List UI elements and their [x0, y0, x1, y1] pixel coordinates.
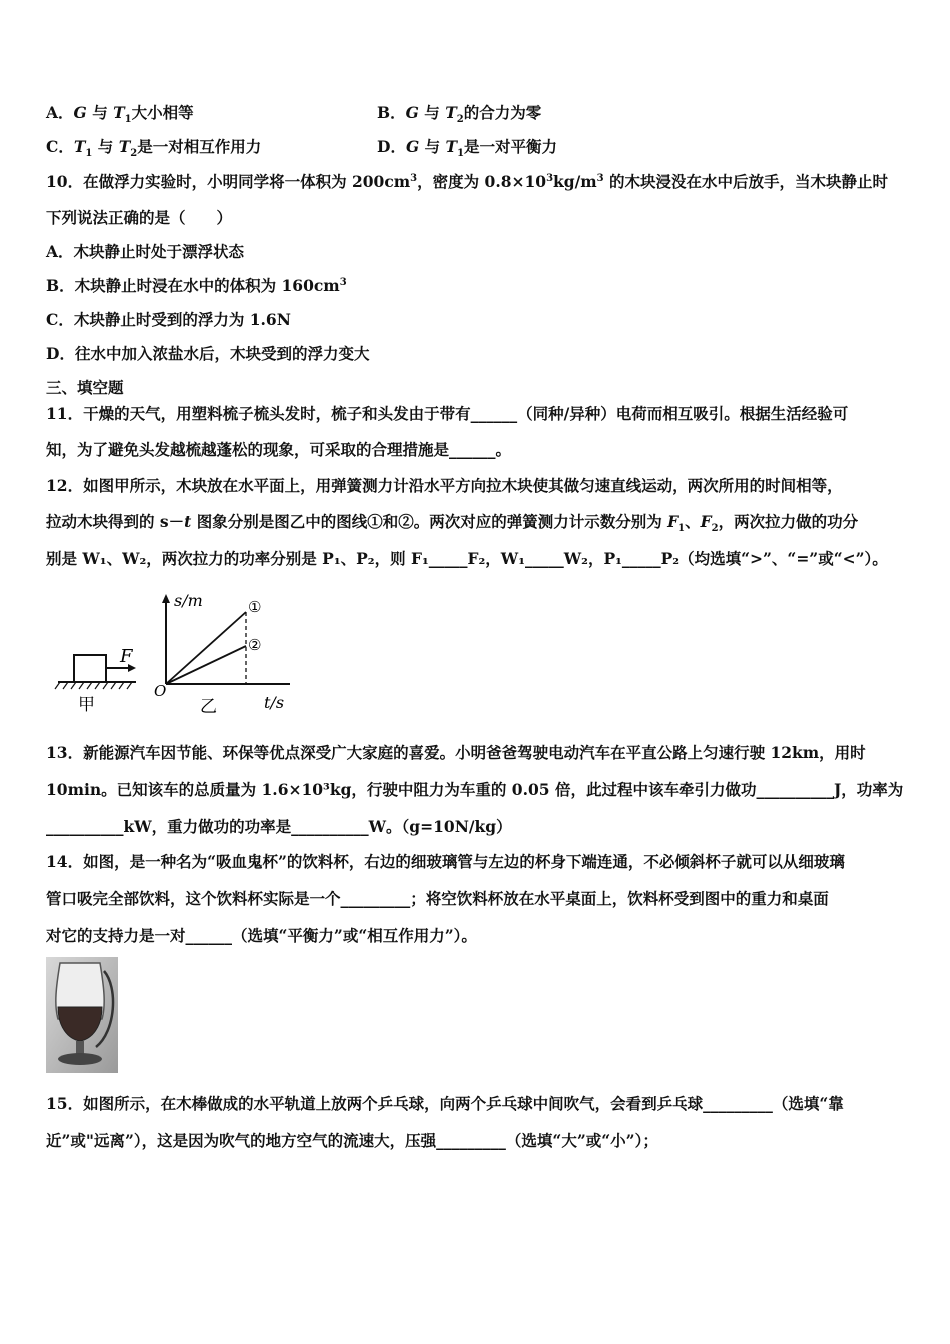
q11-line2: 知，为了避免头发越梳越蓬松的现象，可采取的合理措施是______。	[46, 440, 512, 459]
caption-yi: 乙	[200, 697, 217, 717]
graph-line-2	[166, 646, 246, 684]
q9-option-c: C．$T_1$ 与 $T_2$是一对相互作用力	[46, 137, 262, 160]
q14-line2: 管口吸完全部饮料，这个饮料杯实际是一个_________；将空饮料杯放在水平桌面上，饮料杯受到图中的重力和桌面	[46, 889, 829, 908]
q9-option-a: A．G 与 $T_1$大小相等	[46, 103, 194, 126]
x-axis-label: t/s	[264, 693, 285, 712]
q10-option-d: D．往水中加入浓盐水后，木块受到的浮力变大	[46, 344, 370, 363]
line1-label: ①	[248, 598, 262, 616]
q12-line2: 拉动木块得到的 s－t 图象分别是图乙中的图线①和②。两次对应的弹簧测力计示数分别为 $F_1$、$F_2$，两次拉力做的功分	[46, 512, 859, 535]
q12-figure	[50, 588, 310, 718]
q9-option-b: B．G 与 $T_2$的合力为零	[377, 103, 542, 126]
q10-stem-line1: 10．在做浮力实验时，小明同学将一体积为 $200cm^3$，密度为 $0.8\times 10^3kg/m^3$ 的木块浸没在水中后放手，当木块静止时	[46, 172, 889, 191]
q15-line1: 15．如图所示，在木棒做成的水平轨道上放两个乒乓球，向两个乒乓球中间吹气，会看到乒乓球_________（选填“靠	[46, 1094, 844, 1113]
figure-block-diagram	[55, 646, 136, 715]
figure-st-graph	[154, 591, 290, 717]
q14-line3: 对它的支持力是一对______（选填“平衡力”或“相互作用力”）。	[46, 926, 477, 945]
vampire-cup-photo	[46, 957, 118, 1073]
caption-jia: 甲	[78, 695, 95, 715]
q9-option-d: D．G 与 $T_1$是一对平衡力	[377, 137, 558, 160]
section-heading: 三、填空题	[46, 378, 124, 397]
q12-line1: 12．如图甲所示，木块放在水平面上，用弹簧测力计沿水平方向拉木块使其做匀速直线运动，两次所用的时间相等，	[46, 476, 843, 495]
q13-line1: 13．新能源汽车因节能、环保等优点深受广大家庭的喜爱。小明爸爸驾驶电动汽车在平直公路上匀速行驶 12km，用时	[46, 743, 866, 762]
q15-line2: 近”或"远离”），这是因为吹气的地方空气的流速大，压强_________（选填“大”或“小”）；	[46, 1131, 658, 1150]
wood-block	[74, 655, 106, 682]
q14-line1: 14．如图，是一种名为“吸血鬼杯”的饮料杯，右边的细玻璃管与左边的杯身下端连通，不必倾斜杯子就可以从细玻璃	[46, 852, 845, 871]
q10-stem-line2: 下列说法正确的是（ ）	[46, 208, 233, 227]
line2-label: ②	[248, 636, 262, 654]
origin-label: O	[154, 682, 167, 700]
y-axis-label: s/m	[174, 591, 203, 610]
force-label: F	[120, 646, 133, 667]
q10-option-b: B．木块静止时浸在水中的体积为 $160cm^3$	[46, 276, 347, 295]
q10-option-a: A．木块静止时处于漂浮状态	[46, 242, 245, 261]
q12-line3: 别是 W₁、W₂，两次拉力的功率分别是 P₁、P₂，则 F₁_____F₂，W₁_____W₂，P₁_____P₂（均选填“>”、“=”或“<”）。	[46, 549, 888, 568]
q13-line3: __________kW，重力做功的功率是__________W。（g=10N/kg）	[46, 817, 512, 836]
q11-line1: 11．干燥的天气，用塑料梳子梳头发时，梳子和头发由于带有______（同种/异种）电荷而相互吸引。根据生活经验可	[46, 404, 849, 423]
graph-line-1	[166, 612, 246, 684]
q13-line2: 10min。已知该车的总质量为 1.6×10³kg，行驶中阻力为车重的 0.05 倍，此过程中该车牵引力做功__________J，功率为	[46, 780, 904, 799]
q10-option-c: C．木块静止时受到的浮力为 1.6N	[46, 310, 291, 329]
